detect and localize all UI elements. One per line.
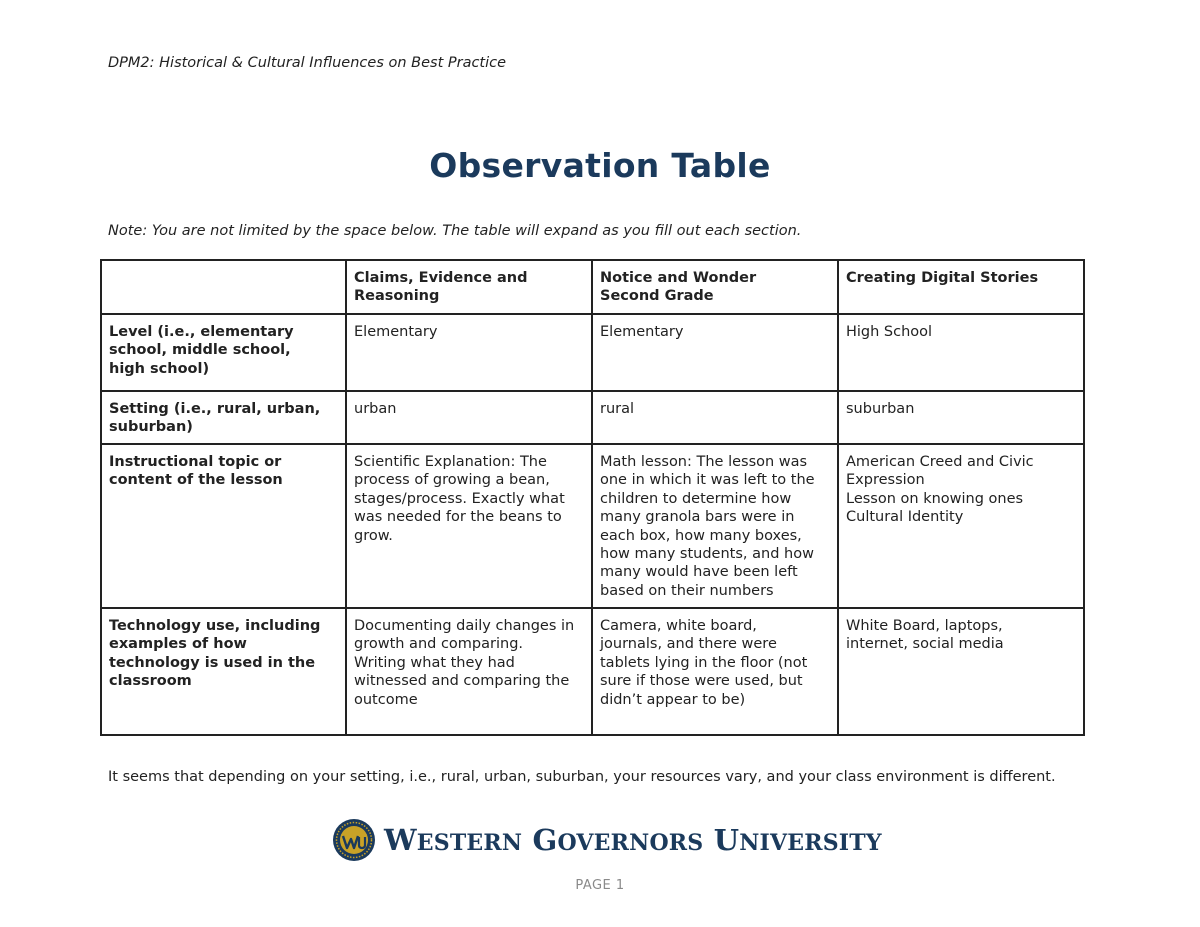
cell-text-line: Writing what they had	[354, 654, 515, 671]
table-cell	[592, 314, 838, 391]
page-number: PAGE 1	[575, 878, 625, 893]
table-row-topic	[101, 444, 1084, 608]
cell-text-line: American Creed and Civic	[846, 454, 1034, 470]
cell-text-line: White Board, laptops,	[846, 618, 1003, 634]
header-cell-empty	[101, 260, 346, 314]
cell-text-line: Setting (i.e., rural, urban,	[109, 401, 321, 417]
cell-text-line: was needed for the beans to	[354, 509, 562, 526]
row-label-topic	[101, 444, 346, 608]
cell-text-line: Scientific Explanation: The	[354, 454, 547, 470]
table-cell	[592, 391, 838, 444]
cell-text-line: suburban)	[109, 419, 193, 436]
table-cell	[838, 608, 1084, 735]
table-cell	[592, 444, 838, 608]
cell-text-line: Second Grade	[600, 288, 714, 305]
cell-text-line: journals, and there were	[600, 636, 777, 653]
cell-text-line: outcome	[354, 691, 418, 708]
conclusion-text: It seems that depending on your setting, i.e., rural, urban, suburban, your resources vary, and your class environment is different.	[108, 769, 1056, 785]
row-label-setting	[101, 391, 346, 444]
table-row-level	[101, 314, 1084, 391]
cell-text-line: Creating Digital Stories	[846, 270, 1039, 286]
cell-text-line: Documenting daily changes in	[354, 618, 575, 634]
cell-text-line: witnessed and comparing the	[354, 673, 570, 690]
wgu-wordmark: WESTERN GOVERNORS UNIVERSITY	[384, 823, 882, 857]
table-note: Note: You are not limited by the space below. The table will expand as you fill out each section.	[108, 223, 802, 239]
cell-text-line: Technology use, including	[109, 618, 321, 634]
cell-text-line: examples of how	[109, 636, 247, 653]
cell-text-line: Claims, Evidence and	[354, 270, 528, 286]
cell-text-line: process of growing a bean,	[354, 472, 550, 489]
cell-text-line: content of the lesson	[109, 472, 283, 489]
wgu-logo	[332, 818, 882, 862]
cell-text-line: Math lesson: The lesson was	[600, 454, 808, 470]
cell-text-line: many would have been left	[600, 564, 798, 581]
table-header-row	[101, 260, 1084, 314]
cell-text-line: Camera, white board,	[600, 618, 757, 634]
page-title: Observation Table	[429, 146, 771, 185]
cell-text-line: internet, social media	[846, 636, 1004, 653]
table-cell	[592, 608, 838, 735]
table-row-technology	[101, 608, 1084, 735]
cell-text-line: Instructional topic or	[109, 454, 282, 470]
cell-text-line: grow.	[354, 527, 393, 544]
table-cell	[346, 314, 592, 391]
cell-text-line: growth and comparing.	[354, 636, 524, 653]
cell-text-line: Elementary	[354, 324, 438, 340]
table-cell	[346, 391, 592, 444]
cell-text-line: based on their numbers	[600, 582, 774, 599]
cell-text-line: didn’t appear to be)	[600, 691, 746, 708]
cell-text-line: Expression	[846, 472, 925, 489]
cell-text-line: sure if those were used, but	[600, 673, 803, 690]
observation-table	[100, 259, 1085, 736]
cell-text-line: one in which it was left to the	[600, 472, 815, 489]
cell-text-line: Reasoning	[354, 288, 440, 305]
cell-text-line: Lesson on knowing ones	[846, 490, 1024, 507]
row-label-technology	[101, 608, 346, 735]
column-header-claims	[346, 260, 592, 314]
column-header-digital-stories	[838, 260, 1084, 314]
cell-text-line: classroom	[109, 673, 192, 690]
column-header-notice	[592, 260, 838, 314]
cell-text-line: Elementary	[600, 324, 684, 340]
cell-text-line: suburban	[846, 401, 915, 417]
cell-text-line: children to determine how	[600, 490, 792, 507]
table-cell	[838, 444, 1084, 608]
cell-text-line: technology is used in the	[109, 654, 316, 671]
cell-text-line: tablets lying in the floor (not	[600, 654, 808, 671]
cell-text-line: Cultural Identity	[846, 509, 964, 526]
wgu-seal-icon	[332, 818, 376, 862]
cell-text-line: high school)	[109, 360, 210, 377]
table-cell	[838, 314, 1084, 391]
cell-text-line: urban	[354, 401, 397, 417]
cell-text-line: many granola bars were in	[600, 509, 795, 526]
cell-text-line: rural	[600, 401, 635, 417]
table-row-setting	[101, 391, 1084, 444]
table-cell	[838, 391, 1084, 444]
table-cell	[346, 608, 592, 735]
cell-text-line: Notice and Wonder	[600, 270, 757, 286]
row-label-level	[101, 314, 346, 391]
document-header: DPM2: Historical & Cultural Influences on Best Practice	[108, 55, 507, 71]
cell-text-line: High School	[846, 324, 933, 340]
table-cell	[346, 444, 592, 608]
cell-text-line: Level (i.e., elementary	[109, 324, 294, 340]
cell-text-line: school, middle school,	[109, 342, 291, 359]
cell-text-line: how many students, and how	[600, 546, 814, 563]
cell-text-line: each box, how many boxes,	[600, 527, 802, 544]
cell-text-line: stages/process. Exactly what	[354, 490, 565, 507]
